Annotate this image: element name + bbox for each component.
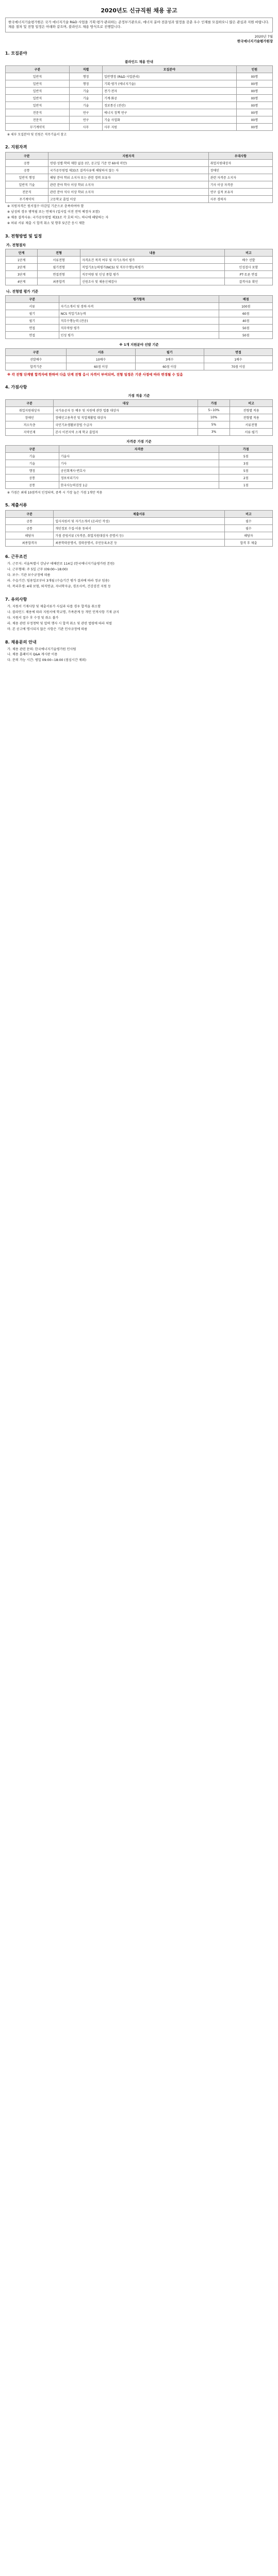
notice-org: 한국에너지기술평가원장 — [237, 39, 273, 43]
table-cell: 입사지원서 및 자기소개서 (온라인 작성) — [54, 518, 225, 525]
col-header: 우대사항 — [208, 152, 272, 159]
table-row — [6, 467, 273, 474]
list-item: 가. 근무지: 서울특별시 강남구 테헤란로 114길 (한국에너지기술평가원 본원) — [7, 562, 115, 566]
table-cell: 면접 — [6, 331, 59, 338]
table-row — [6, 302, 273, 310]
section-heading: 5. 제출서류 — [5, 503, 27, 508]
table-row — [6, 263, 273, 270]
col-header: 내용 — [80, 249, 225, 256]
note: ※ 가점은 최대 10점까지 인정되며, 중복 시 가장 높은 가점 1개만 적용 — [7, 491, 103, 495]
note-item: ※ 남성의 경우 병역필 또는 면제자 (입사일 이전 전역 예정자 포함) — [7, 210, 100, 214]
table-cell: 개인정보 수집·이용 동의서 — [54, 525, 225, 532]
list-item: 가. 지원서 기재사항 및 제출서류가 사실과 다를 경우 합격을 취소함 — [7, 604, 101, 608]
table-row — [6, 414, 273, 421]
table-cell: 에너지 정책 연구 — [103, 109, 237, 116]
table-cell: 5~10% — [198, 407, 230, 414]
table-row — [6, 421, 273, 429]
table-cell: 2점 — [219, 474, 273, 482]
table-row — [6, 159, 273, 166]
table-cell: 10% — [198, 414, 230, 421]
table-row — [6, 407, 273, 414]
table-cell: 기술 — [6, 453, 59, 460]
list-item: 다. 보수: 기관 보수규정에 따름 — [7, 573, 51, 578]
table-cell: 합격기준 — [6, 363, 67, 370]
table-cell: 기획·평가 (에너지기술) — [103, 80, 237, 87]
table-cell: 기사 — [59, 460, 219, 467]
table-cell: 직무역량 평가 — [59, 324, 219, 331]
table-cell: 기술사 — [59, 453, 219, 460]
table-cell: 관련 자격증 소지자 — [208, 174, 272, 181]
notice-date: 2020년 7월 — [254, 34, 273, 39]
section-qualifications — [5, 144, 273, 226]
highlight-notice: ※ 각 전형 단계별 합격자에 한하여 다음 단계 전형 응시 자격이 부여되며, 전형 일정은 기관 사정에 따라 변경될 수 있음 — [7, 372, 183, 377]
table-cell: 최종학력증명서, 경력증명서, 주민등록초본 등 — [54, 539, 225, 547]
table-cell: 전기·전자 — [103, 87, 237, 94]
table-row — [6, 429, 273, 436]
col-header: 비고 — [224, 511, 272, 518]
table-cell: 기술 — [69, 101, 102, 109]
table-cell: 연구 — [69, 116, 102, 123]
table-cell: 가점 증빙서류 (자격증, 취업지원대상자 증명서 등) — [54, 532, 225, 539]
table-cell: 기술 — [69, 87, 102, 94]
note-item: ※ 허위 서류 제출 시 합격 취소 및 향후 5년간 응시 제한 — [7, 221, 85, 225]
section-cautions — [5, 597, 273, 632]
table-cell: 면접전형 — [38, 270, 80, 278]
table-cell: 5점 — [219, 467, 273, 474]
table-cell: 면접 — [6, 324, 59, 331]
page-title: 2020년도 신규직원 채용 공고 — [101, 7, 177, 14]
table-cell: 관련 분야 석사 이상 학위 소지자 — [48, 188, 208, 195]
table-caption: 가점 적용 기준 — [128, 394, 150, 398]
table-cell: 해당자 — [6, 532, 54, 539]
table-cell: 사무 경력자 — [208, 195, 272, 202]
section-heading: 4. 가점사항 — [5, 385, 27, 390]
table-cell: 필수 — [224, 525, 272, 532]
table-cell: 한국사능력검정 1급 — [59, 482, 219, 489]
table-cell: 60점 이상 — [135, 363, 204, 370]
table-row — [6, 482, 273, 489]
table-cell: 3% — [198, 429, 230, 436]
section-heading: 3. 전형방법 및 일정 — [5, 233, 42, 239]
table-row — [6, 256, 273, 263]
table-cell: 서류·필기 — [230, 429, 273, 436]
table-cell: NCS 직업기초능력 — [59, 310, 219, 317]
table-cell: 국민기초생활보장법 수급자 — [54, 421, 198, 429]
table-cell: 최종합격 — [38, 278, 80, 285]
col-header: 배점 — [219, 295, 273, 302]
table-cell: 장애인고용촉진 및 직업재활법 대상자 — [54, 414, 198, 421]
table-header-row — [6, 400, 273, 407]
table-row — [6, 73, 273, 80]
table-cell: 장애인 — [208, 166, 272, 174]
table-cell: 4단계 — [6, 278, 38, 285]
table-cell: 공통 — [6, 525, 54, 532]
list-item: 마. 본 공고에 명시되지 않은 사항은 기관 인사규정에 따름 — [7, 627, 88, 631]
table-header-row — [6, 511, 273, 518]
table-cell: 일반직 행정 — [6, 174, 48, 181]
table-cell: 합격 후 제출 — [224, 539, 272, 547]
table-cell: 5점 — [219, 453, 273, 460]
table-cell: 3단계 — [6, 270, 38, 278]
table-cell: 00명 — [236, 101, 272, 109]
table-row — [6, 525, 273, 532]
table-cell: 서류 — [6, 302, 59, 310]
table-cell: 00명 — [236, 94, 272, 101]
table-row — [6, 363, 273, 370]
col-header: 전형 — [38, 249, 80, 256]
table-row — [6, 87, 273, 94]
table-cell: 필기전형 — [38, 263, 80, 270]
table-row — [6, 101, 273, 109]
section-heading: 8. 채용문의 안내 — [5, 639, 37, 645]
table-row — [6, 310, 273, 317]
table-cell: 인성검사 포함 — [224, 263, 272, 270]
table-row — [6, 123, 273, 130]
conditions-list — [7, 562, 273, 589]
table-cell: 정보처리기사 — [59, 474, 219, 482]
table-cell: 지역인재 — [6, 429, 54, 436]
table-header-row — [6, 446, 273, 453]
table-row — [6, 116, 273, 123]
table-cell: 기술 — [69, 94, 102, 101]
table-row — [6, 188, 273, 195]
table-cell: 공통 — [6, 482, 59, 489]
col-header: 구분 — [6, 400, 54, 407]
table-row — [6, 94, 273, 101]
col-header: 서류 — [67, 348, 135, 355]
table-cell: 00명 — [236, 123, 272, 130]
table-cell: 기사 이상 자격증 — [208, 181, 272, 188]
col-header: 가점 — [198, 400, 230, 407]
table-cell: 신원조사 및 채용신체검사 — [80, 278, 225, 285]
table-cell: 본사 이전지역 소재 학교 졸업자 — [54, 429, 198, 436]
col-header: 모집분야 — [103, 65, 237, 73]
note-item: ※ 채용 결격사유: 국가공무원법 제33조 각 호의 어느 하나에 해당하는 자 — [7, 215, 109, 219]
table-cell: 국가유공자 등 예우 및 지원에 관한 법률 대상자 — [54, 407, 198, 414]
table-caption: ※ 1개 지원분야 선발 기준 — [119, 342, 159, 347]
table-row — [6, 453, 273, 460]
criteria-table — [5, 295, 273, 339]
table-cell: 직무역량 및 인성 종합 평가 — [80, 270, 225, 278]
table-row — [6, 278, 273, 285]
table-row — [6, 317, 273, 324]
table-row — [6, 532, 273, 539]
table-cell: PT·토론 면접 — [224, 270, 272, 278]
table-cell: 1점 — [219, 482, 273, 489]
table-cell: 무기계약직 — [6, 195, 48, 202]
table-header-row — [6, 348, 273, 355]
table-header-row — [6, 249, 273, 256]
table-cell: 장애인 — [6, 414, 54, 421]
table-cell: 일반직 — [6, 101, 70, 109]
table-cell: 00명 — [236, 73, 272, 80]
table-caption: 자격증 가점 기준 — [126, 439, 152, 444]
table-cell: 관련 분야 학사 이상 학위 소지자 — [48, 181, 208, 188]
table-row — [6, 460, 273, 467]
notes-list — [7, 204, 273, 226]
list-item: 라. 채용 관련 부정청탁 및 압력 행사 시 합격 취소 및 관련 법령에 따라 처벌 — [7, 621, 112, 625]
table-cell: 공통 — [6, 166, 48, 174]
table-row — [6, 80, 273, 87]
table-cell: 3점 — [219, 460, 273, 467]
table-cell: 60점 이상 — [67, 363, 135, 370]
table-cell: 인성 평가 — [59, 331, 219, 338]
sub-heading: 나. 전형별 평가 기준 — [6, 289, 39, 294]
table-row — [6, 474, 273, 482]
table-cell: 전문직 — [6, 109, 70, 116]
certificate-table — [5, 445, 273, 489]
list-item: 라. 수습기간: 임용일로부터 3개월 (수습기간 평가 결과에 따라 정규 임용) — [7, 579, 109, 583]
table-cell: 필수 — [224, 518, 272, 525]
table-cell: 취업지원대상자 — [208, 159, 272, 166]
col-header: 인원 — [236, 65, 272, 73]
table-cell: 사무 지원 — [103, 123, 237, 130]
section-documents — [5, 502, 273, 547]
table-cell: 공통 — [6, 159, 48, 166]
documents-table — [5, 510, 273, 547]
table-cell: 배수 선발 — [224, 256, 272, 263]
col-header: 대상 — [54, 400, 198, 407]
table-cell: 5% — [198, 421, 230, 429]
col-header: 구분 — [6, 446, 59, 453]
qualification-table — [5, 152, 273, 203]
table-header-row — [6, 65, 273, 73]
col-header: 비고 — [224, 249, 272, 256]
table-cell: 일반직 — [6, 94, 70, 101]
table-cell: 기계·화공 — [103, 94, 237, 101]
section-selection — [5, 233, 273, 378]
section-heading: 2. 지원자격 — [5, 144, 27, 149]
table-cell: 60점 — [219, 310, 273, 317]
sub-heading: 가. 전형절차 — [6, 243, 26, 247]
list-item: 가. 채용 관련 문의: 한국에너지기술평가원 인사팀 — [7, 647, 76, 651]
table-cell: 일반직 — [6, 73, 70, 80]
table-cell: 일반직 — [6, 87, 70, 94]
list-item: 나. 근무형태: 주 5일 근무 (09:00~18:00) — [7, 568, 68, 572]
table-cell: 00명 — [236, 116, 272, 123]
process-table — [5, 249, 273, 285]
table-cell: 선발배수 — [6, 355, 67, 363]
table-cell: 결격사유 확인 — [224, 278, 272, 285]
table-cell: 2단계 — [6, 263, 38, 270]
table-cell: 전형별 적용 — [230, 407, 273, 414]
intro-box: 한국에너지기술평가원은 국가 에너지기술 R&D 사업을 기획·평가·관리하는 준정부기관으로, 에너지 분야 전문성과 열정을 갖춘 우수 인재를 모집하오니 많은 관심과 지원 바랍니다. 채용 절차 및 전형 일정은 아래와 같으며, 블라인드 채용 방식으로 진행합니다. — [5, 18, 273, 32]
table-cell: 일반직 — [6, 80, 70, 87]
table-cell: 100점 — [219, 302, 273, 310]
col-header: 자격증 — [59, 446, 219, 453]
table-header-row — [6, 295, 273, 302]
table-cell: 50점 — [219, 331, 273, 338]
table-cell: 일반행정 (R&D 사업관리) — [103, 73, 237, 80]
list-item: 마. 복리후생: 4대 보험, 퇴직연금, 자녀학자금, 경조사비, 건강검진 지원 등 — [7, 584, 111, 588]
table-cell: 연구 실적 보유자 — [208, 188, 272, 195]
inquiry-list — [7, 647, 273, 664]
table-cell: 00명 — [236, 87, 272, 94]
table-row — [6, 166, 273, 174]
list-item: 다. 문의 가능 시간: 평일 09:00~18:00 (점심시간 제외) — [7, 658, 87, 663]
col-header: 구분 — [6, 152, 48, 159]
col-header: 면접 — [204, 348, 272, 355]
table-cell: 서류전형 — [230, 421, 273, 429]
table-cell: 직무수행능력 (전공) — [59, 317, 219, 324]
section-bonus-points — [5, 384, 273, 495]
table-cell: 해당자 — [224, 532, 272, 539]
table-cell: 기술 — [6, 460, 59, 467]
table-cell: 최종합격자 — [6, 539, 54, 547]
table-cell: 1배수 — [204, 355, 272, 363]
ratio-table — [5, 348, 273, 370]
table-row — [6, 109, 273, 116]
table-cell: 00명 — [236, 80, 272, 87]
recruit-table — [5, 65, 273, 131]
table-row — [6, 331, 273, 338]
table-cell: 행정 — [6, 467, 59, 474]
col-header: 제출서류 — [54, 511, 225, 518]
col-header: 지원자격 — [48, 152, 208, 159]
col-header: 구분 — [6, 348, 67, 355]
table-header-row — [6, 152, 273, 159]
col-header: 구분 — [6, 65, 70, 73]
col-header: 비고 — [230, 400, 273, 407]
table-cell: 연구 — [69, 109, 102, 116]
table-cell: 70점 이상 — [204, 363, 272, 370]
table-row — [6, 181, 273, 188]
table-row — [6, 518, 273, 525]
col-header: 가점 — [219, 446, 273, 453]
table-cell: 취업지원대상자 — [6, 407, 54, 414]
table-cell: 전문직 — [6, 188, 48, 195]
table-cell: 필기 — [6, 310, 59, 317]
table-cell: 필기 — [6, 317, 59, 324]
table-cell: 공인회계사·변호사 — [59, 467, 219, 474]
table-cell: 10배수 — [67, 355, 135, 363]
table-cell: 해당 분야 학위 소지자 또는 관련 경력 보유자 — [48, 174, 208, 181]
cautions-list — [7, 604, 273, 632]
table-cell: 전문직 — [6, 116, 70, 123]
table-cell: 자기소개서 및 경력·자격 — [59, 302, 219, 310]
section-heading: 7. 유의사항 — [5, 597, 27, 602]
table-row — [6, 355, 273, 363]
table-cell: 00명 — [236, 109, 272, 116]
table-cell: 50점 — [219, 324, 273, 331]
section-heading: 6. 근무조건 — [5, 554, 27, 560]
table-cell: 공통 — [6, 518, 54, 525]
table-cell: 자격요건 적격 여부 및 자기소개서 평가 — [80, 256, 225, 263]
table-cell: 저소득층 — [6, 421, 54, 429]
list-item: 다. 지원서 접수 후 수정 및 취소 불가 — [7, 616, 59, 620]
list-item: 나. 블라인드 채용에 따라 지원서에 학교명, 가족관계 등 개인 인적사항 기재 금지 — [7, 610, 119, 614]
table-cell: 국가공무원법 제33조 결격사유에 해당하지 않는 자 — [48, 166, 208, 174]
table-cell: 전형별 적용 — [230, 414, 273, 421]
note: ※ 세부 모집분야 및 인원은 직무기술서 참고 — [7, 132, 67, 137]
col-header: 단계 — [6, 249, 38, 256]
list-item: 나. 채용 홈페이지 Q&A 게시판 이용 — [7, 653, 58, 657]
col-header: 구분 — [6, 511, 54, 518]
table-cell: 행정 — [69, 80, 102, 87]
table-cell: 무기계약직 — [6, 123, 70, 130]
table-cell: 3배수 — [135, 355, 204, 363]
table-cell: 정보통신 (전산) — [103, 101, 237, 109]
col-header: 평가항목 — [59, 295, 219, 302]
col-header: 구분 — [6, 295, 59, 302]
col-header: 직렬 — [69, 65, 102, 73]
col-header: 필기 — [135, 348, 204, 355]
table-cell: 행정 — [69, 73, 102, 80]
bonus-table — [5, 399, 273, 436]
table-row — [6, 539, 273, 547]
table-cell: 기술 사업화 — [103, 116, 237, 123]
table-cell: 고등학교 졸업 이상 — [48, 195, 208, 202]
section-inquiry — [5, 639, 273, 664]
table-row — [6, 174, 273, 181]
section-heading: 1. 모집분야 — [5, 50, 27, 56]
table-row — [6, 270, 273, 278]
table-cell: 직업기초능력평가(NCS) 및 직무수행능력평가 — [80, 263, 225, 270]
section-recruit-fields — [5, 50, 273, 137]
table-row — [6, 324, 273, 331]
table-row — [6, 195, 273, 202]
table-cell: 일반직 기술 — [6, 181, 48, 188]
table-cell: 사무 — [69, 123, 102, 130]
table-cell: 공통 — [6, 474, 59, 482]
table-cell: 서류전형 — [38, 256, 80, 263]
table-caption: 블라인드 채용 안내 — [125, 59, 153, 64]
note-item: ※ 지원자격은 원서접수 마감일 기준으로 충족하여야 함 — [7, 204, 84, 208]
table-cell: 연령·성별·학력 제한 없음 (단, 공고일 기준 만 60세 미만) — [48, 159, 208, 166]
table-cell: 1단계 — [6, 256, 38, 263]
table-cell: 40점 — [219, 317, 273, 324]
section-work-conditions — [5, 554, 273, 589]
